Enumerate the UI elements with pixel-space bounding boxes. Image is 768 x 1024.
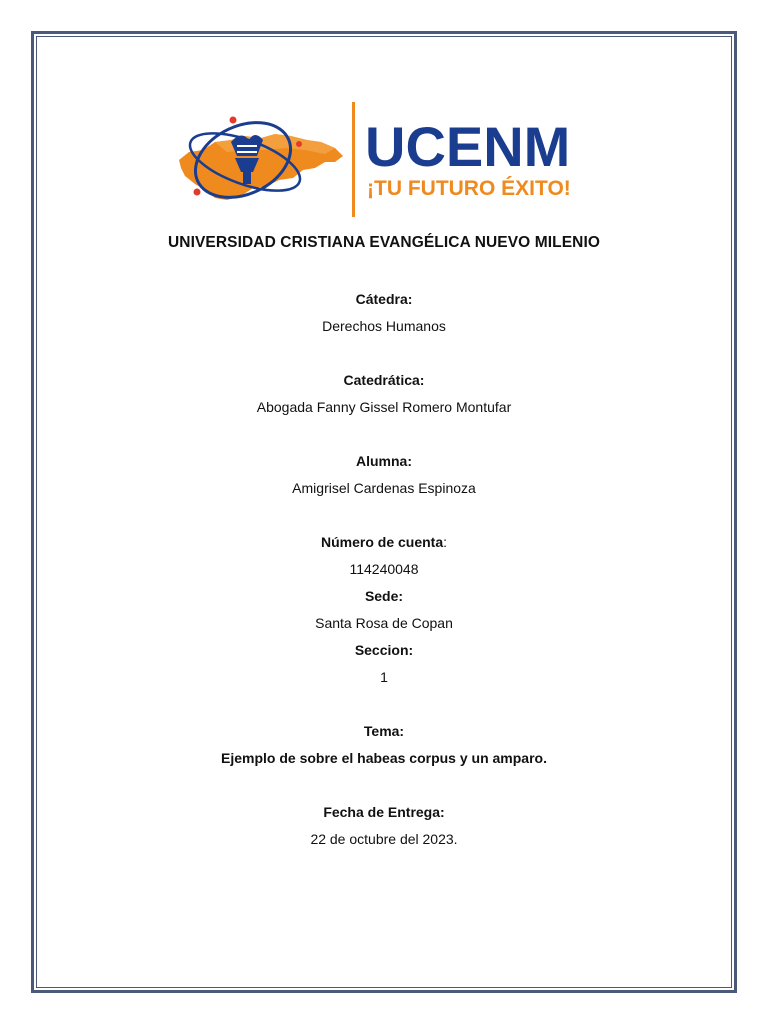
- logo-wordmark: UCENM: [365, 115, 571, 178]
- sede-label: Sede:: [364, 588, 404, 604]
- logo-slogan: ¡TU FUTURO ÉXITO!: [367, 177, 571, 200]
- catedratica-label: Catedrática:: [343, 372, 425, 388]
- tema-label: Tema:: [363, 723, 405, 739]
- fecha-label: Fecha de Entrega:: [323, 804, 445, 820]
- cuenta-label-line: [0, 533, 768, 560]
- cuenta-colon: :: [443, 534, 448, 550]
- cover-details: [0, 290, 768, 857]
- sede-value: Santa Rosa de Copan: [315, 615, 453, 631]
- catedratica-value: Abogada Fanny Gissel Romero Montufar: [256, 399, 512, 415]
- fecha-value: 22 de octubre del 2023.: [310, 831, 458, 847]
- seccion-value: 1: [380, 669, 388, 685]
- seccion-label: Seccion:: [354, 642, 414, 658]
- ucenm-logo: [175, 100, 595, 220]
- honduras-map-torch-icon: [175, 100, 351, 220]
- logo-divider: [352, 102, 355, 217]
- tema-value: Ejemplo de sobre el habeas corpus y un amparo.: [221, 750, 547, 766]
- cuenta-label: Número de cuenta: [320, 534, 444, 550]
- alumna-label: Alumna:: [356, 453, 412, 469]
- cuenta-value: 114240048: [349, 561, 419, 577]
- university-title: UNIVERSIDAD CRISTIANA EVANGÉLICA NUEVO MILENIO: [167, 234, 601, 251]
- catedra-value: Derechos Humanos: [322, 318, 446, 334]
- alumna-value: Amigrisel Cardenas Espinoza: [292, 480, 476, 496]
- catedra-label: Cátedra:: [355, 291, 413, 307]
